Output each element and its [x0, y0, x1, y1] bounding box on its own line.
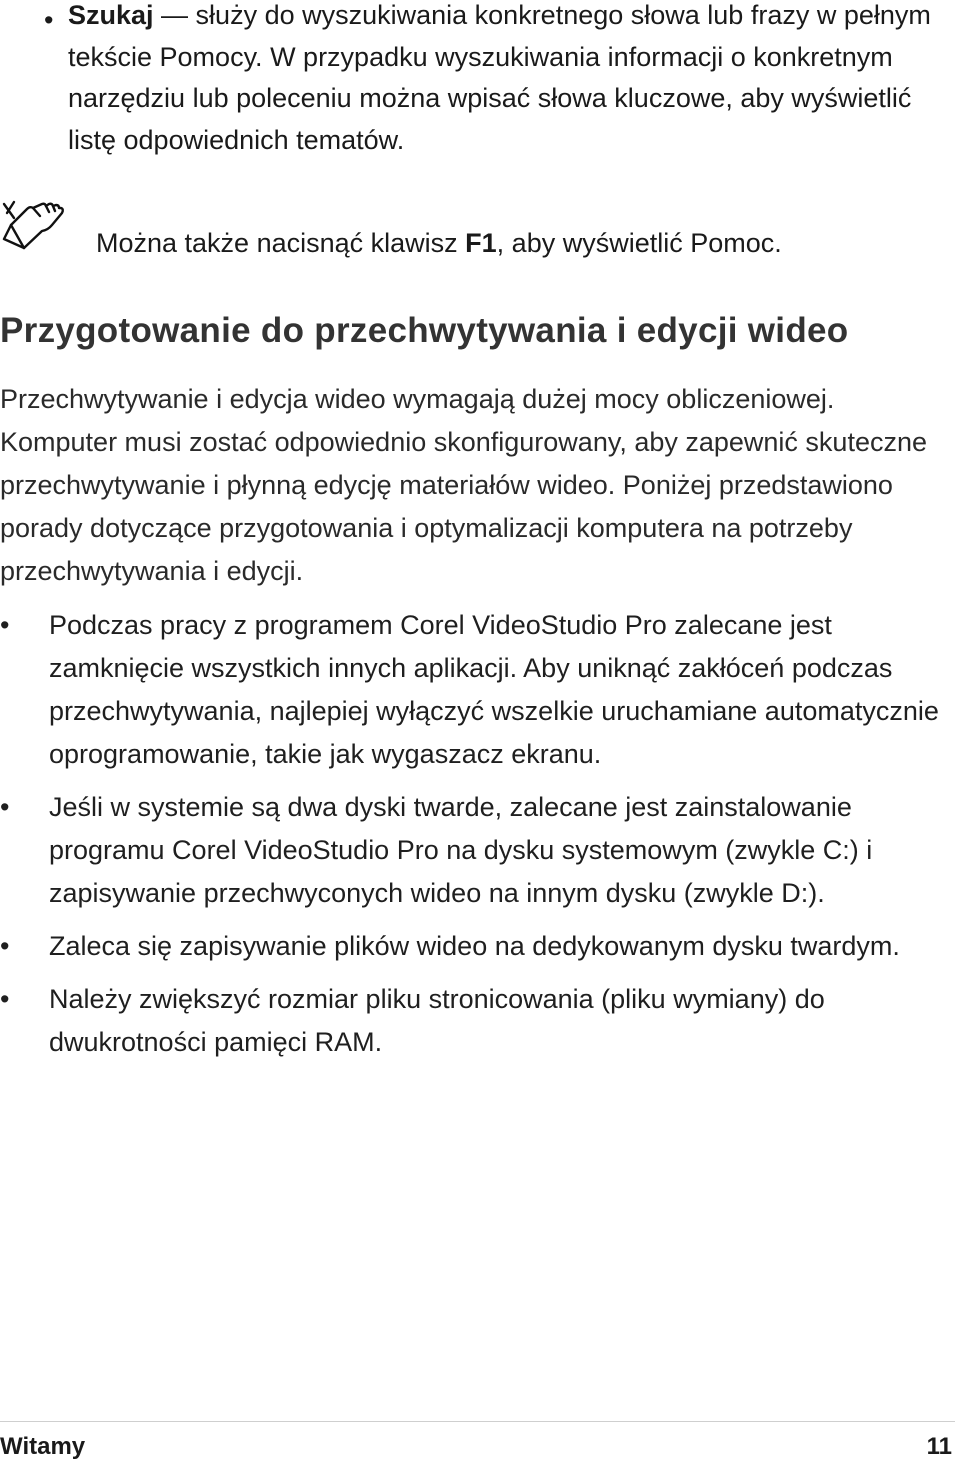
list-item: • Zaleca się zapisywanie plików wideo na dedykowanym dysku twardym.: [0, 925, 955, 968]
bullet-marker: •: [0, 792, 10, 822]
bullet-marker: •: [0, 984, 10, 1014]
list-item: • Jeśli w systemie są dwa dyski twarde, zalecane jest zainstalowanie programu Corel VideoStudio Pro na dysku systemowym (zwykle C:) i zapisywanie przechwyconych wideo na innym dysku (zwykle D:).: [0, 786, 955, 915]
note-hand-pen-icon: [2, 195, 66, 253]
footer-divider: [0, 1421, 955, 1422]
footer-section-name: Witamy: [0, 1433, 86, 1460]
section-heading: Przygotowanie do przechwytywania i edycji wideo: [0, 311, 849, 350]
key-f1: F1: [465, 228, 497, 258]
bullet-marker: •: [0, 610, 10, 640]
search-bullet-text: [68, 0, 948, 161]
bullet-marker: •: [0, 931, 10, 961]
bullet-marker: •: [44, 5, 54, 35]
list-item: • Należy zwiększyć rozmiar pliku stronicowania (pliku wymiany) do dwukrotności pamięci RAM.: [0, 978, 955, 1064]
note-text: Można także nacisnąć klawisz F1, aby wyświetlić Pomoc.: [96, 228, 782, 258]
list-item: • Podczas pracy z programem Corel VideoStudio Pro zalecane jest zamknięcie wszystkich innych aplikacji. Aby uniknąć zakłóceń podczas przechwytywania, najlepiej wyłączyć wszelkie uruchamiane automatycznie oprogramowanie, takie jak wygaszacz ekranu.: [0, 604, 955, 776]
search-description: — służy do wyszukiwania konkretnego słowa lub frazy w pełnym tekście Pomocy. W przypadku wyszukiwania informacji o konkretnym narzędziu lub poleceniu można wpisać słowa kluczowe, aby wyświetlić listę odpowiednich tematów.: [68, 0, 931, 155]
note-box: [0, 195, 950, 265]
tips-list: [0, 604, 955, 1074]
search-term: Szukaj: [68, 0, 154, 30]
footer-page-number: 11: [926, 1433, 952, 1460]
section-intro: Przechwytywanie i edycja wideo wymagają dużej mocy obliczeniowej. Komputer musi zostać odpowiednio skonfigurowany, aby zapewnić skuteczne przechwytywanie i płynną edycję materiałów wideo. Poniżej przedstawiono porady dotyczące przygotowania i optymalizacji komputera na potrzeby przechwytywania i edycji.: [0, 384, 927, 586]
